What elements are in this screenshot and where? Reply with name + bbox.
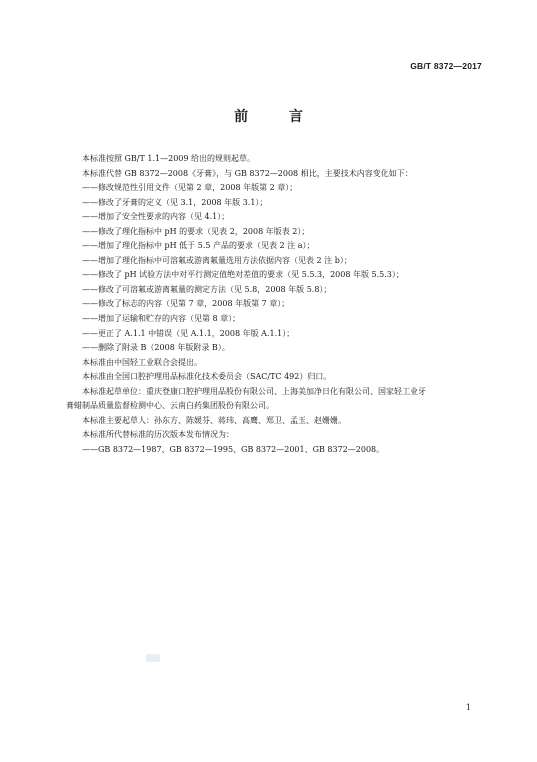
list-item: ——更正了 A.1.1 中错误（见 A.1.1，2008 年版 A.1.1）； (82, 328, 295, 338)
paragraph-drafting-units-continued: 膏蜡制品质量监督检测中心、云南白药集团股份有限公司。 (66, 401, 274, 411)
paragraph-replacement: 本标准代替 GB 8372—2008《牙膏》，与 GB 8372—2008 相比，主要技术内容变化如下： (82, 168, 413, 178)
watermark-mark (146, 654, 160, 662)
standard-code: GB/T 8372—2017 (410, 61, 482, 71)
list-item: ——修改了牙膏的定义（见 3.1，2008 年版 3.1）； (82, 197, 268, 207)
history-list-item: ——GB 8372—1987、GB 8372—1995、GB 8372—2001、GB 8372—2008。 (82, 444, 385, 454)
page-title: 前 言 (234, 109, 321, 125)
list-item: ——修改了 pH 试验方法中对平行测定值绝对差值的要求（见 5.5.3，2008 年版 5.5.3）； (82, 270, 404, 280)
list-item: ——修改了可溶氟或游离氟量的测定方法（见 5.8，2008 年版 5.8）； (82, 284, 332, 294)
list-item: ——增加了理化指标中可溶氟或游离氟量选用方法依据内容（见表 2 注 b）； (82, 255, 352, 265)
list-item: ——增加了理化指标中 pH 低于 5.5 产品的要求（见表 2 注 a）； (82, 241, 315, 251)
list-item: ——增加了安全性要求的内容（见 4.1）； (82, 212, 230, 222)
paragraph-proposer: 本标准由中国轻工业联合会提出。 (82, 357, 202, 367)
list-item: ——修改规范性引用文件（见第 2 章，2008 年版第 2 章）； (82, 183, 298, 193)
paragraph-committee: 本标准由全国口腔护理用品标准化技术委员会（SAC/TC 492）归口。 (82, 372, 332, 382)
paragraph-drafters: 本标准主要起草人：孙东方、陈媛芬、蒋玮、高鹰、郑卫、孟玉、赵姗姗。 (82, 415, 346, 425)
list-item: ——修改了理化指标中 pH 的要求（见表 2，2008 年版表 2）； (82, 226, 310, 236)
list-item: ——删除了附录 B（2008 年版附录 B）。 (82, 343, 230, 353)
paragraph-history-intro: 本标准所代替标准的历次版本发布情况为： (82, 430, 234, 440)
page-number: 1 (465, 703, 471, 712)
foreword-body (66, 152, 486, 457)
list-item: ——修改了标志的内容（见第 7 章，2008 年版第 7 章）； (82, 299, 290, 309)
list-item: ——增加了运输和贮存的内容（见第 8 章）； (82, 314, 241, 324)
paragraph-drafting-rules: 本标准按照 GB/T 1.1—2009 给出的规则起草。 (82, 154, 256, 163)
paragraph-drafting-units: 本标准起草单位：重庆登康口腔护理用品股份有限公司、上海美加净日化有限公司、国家轻工业牙 (82, 386, 426, 396)
change-list (66, 181, 486, 356)
